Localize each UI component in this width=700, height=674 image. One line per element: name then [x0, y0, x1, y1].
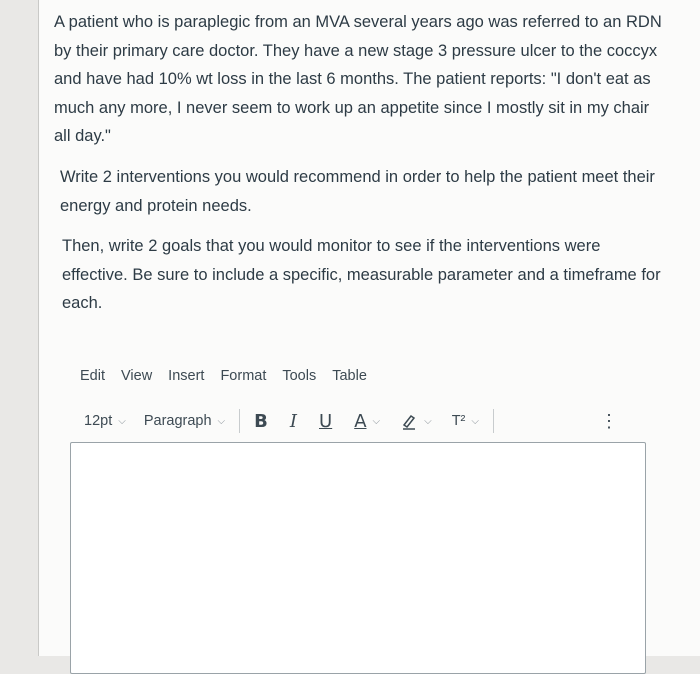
toolbar-divider [493, 409, 494, 433]
menu-view[interactable]: View [121, 368, 153, 384]
question-paragraph-2: Write 2 interventions you would recommend in order to help the patient meet their energy and protein needs. [60, 167, 655, 215]
chevron-down-icon: ⌵ [217, 415, 226, 427]
text-color-icon: A [354, 410, 367, 432]
font-size-select[interactable] [84, 413, 126, 429]
highlighter-icon [400, 412, 418, 430]
menu-insert[interactable]: Insert [168, 368, 205, 384]
chevron-down-icon: ⌵ [118, 415, 126, 427]
question-paragraph-3: Then, write 2 goals that you would monitor to see if the interventions were effective. Be sure to include a specific, measurable parameter and a timeframe for each. [62, 237, 661, 313]
more-vertical-icon[interactable]: ⋮ [600, 410, 618, 431]
menu-format[interactable]: Format [220, 368, 267, 384]
chevron-down-icon: ⌵ [424, 415, 432, 427]
bold-button[interactable]: B [254, 410, 268, 432]
chevron-down-icon: ⌵ [471, 415, 479, 427]
superscript-icon: T² [451, 413, 466, 429]
editor-menubar [80, 368, 367, 384]
highlight-color-button[interactable] [400, 412, 432, 430]
question-paragraph-1: A patient who is paraplegic from an MVA several years ago was referred to an RDN by their primary care doctor. They have a new stage 3 pressure ulcer to the coccyx and have had 10% wt loss in the last 6 months. The patient reports: "I don't eat as much any more, I never seem to work up an appetite since I mostly sit in my chair all day." [54, 13, 662, 146]
italic-button[interactable]: I [289, 410, 297, 432]
editor-toolbar [84, 408, 644, 434]
block-format-value: Paragraph [143, 413, 212, 429]
underline-button[interactable]: U [319, 410, 333, 432]
chevron-down-icon: ⌵ [372, 415, 381, 427]
font-size-value: 12pt [84, 413, 113, 429]
menu-edit[interactable]: Edit [80, 368, 105, 384]
text-color-button[interactable] [354, 411, 380, 432]
menu-tools[interactable]: Tools [282, 368, 317, 384]
block-format-select[interactable] [144, 413, 225, 429]
question-text [54, 8, 664, 330]
menu-table[interactable]: Table [332, 368, 367, 384]
superscript-button[interactable] [452, 413, 479, 429]
toolbar-divider [239, 409, 240, 433]
answer-editor[interactable] [70, 442, 646, 674]
